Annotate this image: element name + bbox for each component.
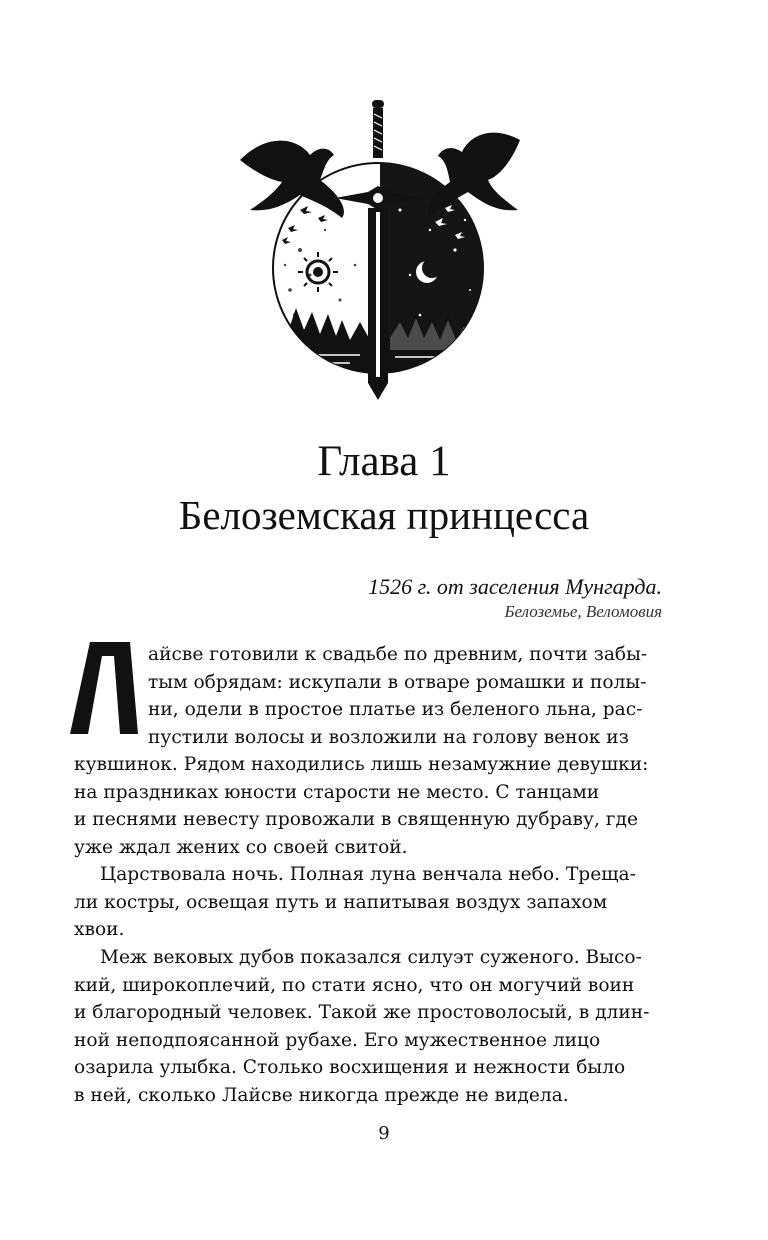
paragraph-1-dropcap-part (148, 641, 662, 751)
text-line: ной неподпоясанной рубахе. Его мужественное лицо (74, 1029, 601, 1051)
paragraph-2 (74, 861, 662, 944)
text-line: в ней, сколько Лайсве никогда прежде не видела. (74, 1084, 569, 1106)
text-line: пустили волосы и возложили на голову венок из (148, 726, 629, 748)
text-line: и благородный человек. Такой же простоволосый, в длин- (74, 1002, 650, 1023)
text-line: и песнями невесту провожали в священную дубраву, где (74, 809, 638, 830)
text-line: ни, одели в простое платье из беленого льна, рас- (148, 699, 643, 720)
epigraph-date: 1526 г. от заселения Мунгарда. (368, 574, 662, 599)
drop-cap (70, 642, 138, 734)
text-line: айсве готовили к свадьбе по древним, почти забы- (148, 644, 648, 665)
chapter-title: Белоземская принцесса (178, 492, 590, 538)
page-number: 9 (378, 1123, 390, 1144)
text-line: ли костры, освещая путь и напитывая воздух запахом (74, 891, 608, 913)
chapter-number: Глава 1 (317, 438, 451, 485)
text-line: хвои. (74, 919, 125, 940)
text-line: на праздниках юности старости не место. С танцами (74, 781, 600, 803)
epigraph-place: Белоземье, Веломовия (504, 602, 662, 621)
text-line: кий, широкоплечий, по стати ясно, что он могучий воин (74, 974, 635, 996)
text-line: озарила улыбка. Столько восхищения и нежности было (74, 1057, 626, 1078)
paragraph-1 (74, 751, 662, 861)
sword-moon-ravens-emblem-icon (230, 100, 530, 410)
text-line: кувшинок. Рядом находились лишь незамужние девушки: (74, 754, 649, 775)
text-line: Меж вековых дубов показался силуэт суженого. Высо- (100, 947, 642, 968)
paragraph-3 (74, 944, 662, 1109)
text-line: Царствовала ночь. Полная луна венчала небо. Треща- (100, 864, 636, 885)
text-line: тым обрядам: искупали в отваре ромашки и полы- (148, 671, 647, 693)
text-line: уже ждал жених со своей свитой. (74, 836, 408, 858)
